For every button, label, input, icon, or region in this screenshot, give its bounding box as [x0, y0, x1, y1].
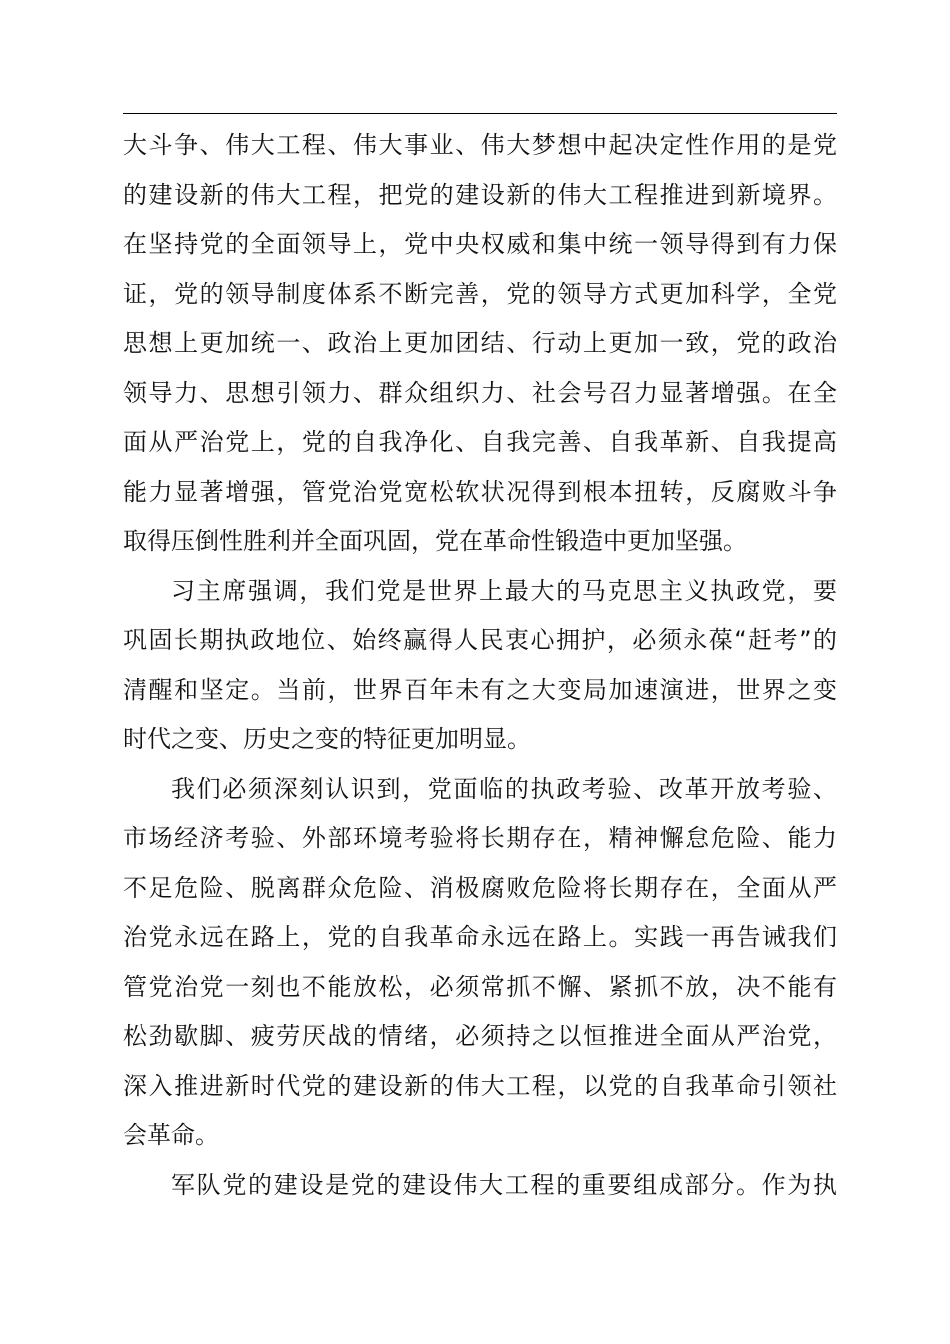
paragraph-end-line: 时代之变、历史之变的特征更加明显。	[123, 725, 531, 753]
text-line: 面从严治党上，党的自我净化、自我完善、自我革新、自我提高	[123, 428, 837, 456]
text-line: 治党永远在路上，党的自我革命永远在路上。实践一再告诫我们	[123, 923, 837, 951]
paragraph-end-line: 取得压倒性胜利并全面巩固，党在革命性锻造中更加坚强。	[123, 527, 747, 555]
text-line: 深入推进新时代党的建设新的伟大工程，以党的自我革命引领社	[123, 1071, 837, 1100]
header-rule	[123, 113, 837, 114]
paragraph-end-line: 会革命。	[123, 1121, 219, 1149]
text-line: 大斗争、伟大工程、伟大事业、伟大梦想中起决定性作用的是党	[123, 131, 837, 159]
text-line: 清醒和坚定。当前，世界百年未有之大变局加速演进，世界之变	[123, 675, 837, 704]
text-line: 不足危险、脱离群众危险、消极腐败危险将长期存在，全面从严	[123, 873, 837, 902]
text-line: 的建设新的伟大工程，把党的建设新的伟大工程推进到新境界。	[123, 180, 837, 209]
paragraph-start-line: 习主席强调，我们党是世界上最大的马克思主义执政党，要	[171, 576, 837, 605]
text-line: 在坚持党的全面领导上，党中央权威和集中统一领导得到有力保	[123, 230, 837, 258]
text-line: 能力显著增强，管党治党宽松软状况得到根本扭转，反腐败斗争	[123, 477, 837, 506]
text-line: 松劲歇脚、疲劳厌战的情绪，必须持之以恒推进全面从严治党，	[123, 1022, 837, 1050]
text-line: 证，党的领导制度体系不断完善，党的领导方式更加科学，全党	[123, 279, 837, 308]
text-line: 巩固长期执政地位、始终赢得人民衷心拥护，必须永葆“赶考”的	[123, 626, 837, 654]
paragraph-start-line: 军队党的建设是党的建设伟大工程的重要组成部分。作为执	[171, 1170, 837, 1199]
text-line: 领导力、思想引领力、群众组织力、社会号召力显著增强。在全	[123, 378, 837, 407]
text-line: 思想上更加统一、政治上更加团结、行动上更加一致，党的政治	[123, 329, 837, 357]
text-line: 管党治党一刻也不能放松，必须常抓不懈、紧抓不放，决不能有	[123, 972, 837, 1001]
body-text	[123, 121, 837, 1210]
text-line: 市场经济考验、外部环境考验将长期存在，精神懈怠危险、能力	[123, 824, 837, 852]
paragraph-start-line: 我们必须深刻认识到，党面临的执政考验、改革开放考验、	[171, 774, 837, 803]
